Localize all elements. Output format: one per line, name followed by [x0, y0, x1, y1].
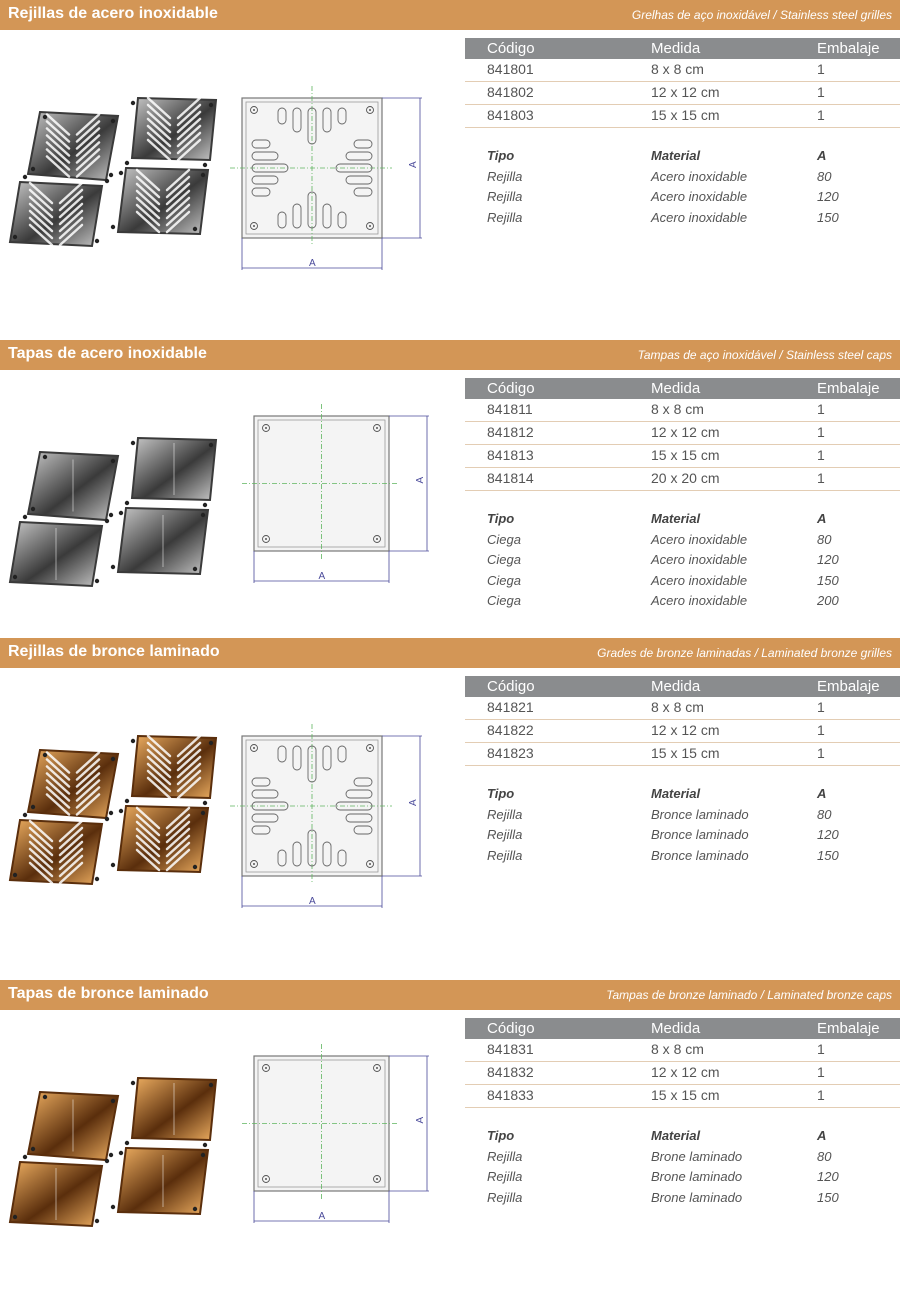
spec-row: [465, 552, 900, 573]
spec-cell: Acero inoxidable: [651, 209, 748, 225]
section-header-bar: [0, 638, 900, 668]
table-cell: 841832: [487, 1064, 534, 1080]
spec-cell: 80: [817, 531, 832, 547]
spec-column-header: Material: [651, 1128, 701, 1143]
product-section: [0, 638, 900, 958]
spec-cell: 200: [817, 593, 839, 608]
column-header: Embalaje: [817, 678, 880, 695]
spec-cell: Acero inoxidable: [651, 552, 748, 567]
product-photos: [0, 700, 230, 885]
spec-row: [465, 848, 900, 869]
dimension-label: A: [415, 1116, 426, 1124]
table-header: [465, 676, 900, 697]
table-cell: 841823: [487, 745, 534, 761]
spec-row: [465, 210, 900, 231]
dimension-label: A: [415, 476, 426, 484]
spec-cell: Rejilla: [487, 827, 523, 842]
grille-photo: [125, 736, 216, 805]
spec-cell: Acero inoxidable: [651, 572, 748, 588]
spec-cell: Bronce laminado: [651, 806, 749, 822]
spec-cell: 80: [817, 168, 832, 184]
column-header: Código: [487, 1020, 535, 1037]
grille-photo: [125, 98, 216, 167]
table-cell: 12 x 12 cm: [651, 722, 720, 738]
spec-cell: Ciega: [487, 552, 521, 567]
table-row: [465, 445, 900, 468]
spec-row: [465, 189, 900, 210]
spec-cell: Rejilla: [487, 1189, 523, 1205]
product-table: [465, 38, 900, 230]
section-subtitle: Grades de bronze laminadas / Laminated bronze grilles: [597, 646, 892, 660]
table-cell: 841813: [487, 447, 534, 463]
product-table: [465, 378, 900, 614]
table-cell: 8 x 8 cm: [651, 699, 704, 715]
column-header: Código: [487, 40, 535, 57]
grille-photo: [28, 112, 118, 180]
column-header: Embalaje: [817, 380, 880, 397]
table-cell: 841802: [487, 84, 534, 100]
spec-cell: 120: [817, 1169, 839, 1184]
column-header: Medida: [651, 1020, 701, 1037]
table-cell: 1: [817, 745, 825, 761]
table-cell: 1: [817, 424, 825, 440]
spec-cell: Acero inoxidable: [651, 189, 748, 204]
table-cell: 841833: [487, 1087, 534, 1103]
table-row: [465, 399, 900, 422]
spec-row: [465, 827, 900, 848]
table-cell: 1: [817, 107, 825, 123]
spec-cell: Brone laminado: [651, 1169, 743, 1184]
table-cell: 1: [817, 447, 825, 463]
section-header-bar: [0, 0, 900, 30]
spec-cell: 120: [817, 552, 839, 567]
table-cell: 15 x 15 cm: [651, 107, 720, 123]
spec-header: [465, 148, 900, 169]
spec-column-header: Material: [651, 511, 701, 526]
table-cell: 1: [817, 401, 825, 417]
spec-column-header: Material: [651, 148, 701, 163]
table-row: [465, 422, 900, 445]
section-header-bar: [0, 980, 900, 1010]
spec-cell: Ciega: [487, 531, 521, 547]
grille-photo: [28, 750, 118, 818]
table-cell: 8 x 8 cm: [651, 1041, 704, 1057]
dimension-label: A: [309, 258, 316, 269]
cap-photo: [125, 438, 216, 507]
table-cell: 1: [817, 722, 825, 738]
cap-photo: [10, 515, 109, 586]
cap-photo: [28, 452, 118, 520]
spec-cell: 150: [817, 572, 839, 588]
technical-drawing: [234, 1040, 434, 1235]
product-photos: [0, 1042, 230, 1227]
spec-column-header: A: [817, 1128, 827, 1143]
spec-cell: Bronce laminado: [651, 827, 749, 842]
column-header: Medida: [651, 380, 701, 397]
table-cell: 8 x 8 cm: [651, 401, 704, 417]
table-cell: 841822: [487, 722, 534, 738]
spec-row: [465, 169, 900, 190]
spec-cell: 150: [817, 209, 839, 225]
product-table: [465, 1018, 900, 1210]
spec-table: [465, 1128, 900, 1210]
cap-photo: [28, 1092, 118, 1160]
spec-cell: 150: [817, 1189, 839, 1205]
section-title: Rejillas de acero inoxidable: [8, 5, 218, 22]
grille-photo: [111, 168, 208, 234]
table-cell: 1: [817, 61, 825, 77]
spec-cell: Rejilla: [487, 847, 523, 863]
cap-photo: [10, 1155, 109, 1226]
column-header: Medida: [651, 678, 701, 695]
table-header: [465, 38, 900, 59]
table-cell: 841803: [487, 107, 534, 123]
spec-column-header: A: [817, 511, 827, 526]
product-section: [0, 340, 900, 660]
spec-cell: Rejilla: [487, 189, 523, 204]
spec-column-header: Tipo: [487, 148, 515, 163]
table-row: [465, 105, 900, 128]
section-header-bar: [0, 340, 900, 370]
dimension-label: A: [408, 799, 419, 806]
table-cell: 841814: [487, 470, 534, 486]
spec-row: [465, 1169, 900, 1190]
spec-cell: Rejilla: [487, 1148, 523, 1164]
spec-row: [465, 573, 900, 594]
section-subtitle: Grelhas de aço inoxidável / Stainless steel grilles: [631, 8, 892, 22]
table-row: [465, 697, 900, 720]
spec-row: [465, 532, 900, 553]
dimension-label: A: [318, 571, 326, 582]
section-subtitle: Tampas de aço inoxidável / Stainless steel caps: [637, 348, 892, 362]
dimension-label: A: [408, 161, 419, 168]
spec-cell: Acero inoxidable: [651, 531, 748, 547]
table-cell: 1: [817, 699, 825, 715]
table-cell: 1: [817, 470, 825, 486]
product-photos: [0, 402, 230, 587]
spec-cell: Rejilla: [487, 209, 523, 225]
spec-header: [465, 511, 900, 532]
table-cell: 1: [817, 84, 825, 100]
spec-cell: Rejilla: [487, 1169, 523, 1184]
table-cell: 841831: [487, 1041, 534, 1057]
technical-drawing: [234, 698, 434, 907]
table-row: [465, 1039, 900, 1062]
spec-column-header: A: [817, 786, 827, 801]
cap-photo: [125, 1078, 216, 1147]
column-header: Embalaje: [817, 1020, 880, 1037]
table-cell: 841812: [487, 424, 534, 440]
spec-column-header: Tipo: [487, 786, 515, 801]
spec-cell: 150: [817, 847, 839, 863]
spec-row: [465, 593, 900, 614]
table-cell: 20 x 20 cm: [651, 470, 720, 486]
table-row: [465, 720, 900, 743]
section-title: Tapas de bronce laminado: [8, 985, 209, 1002]
spec-cell: Bronce laminado: [651, 847, 749, 863]
table-cell: 15 x 15 cm: [651, 1087, 720, 1103]
spec-cell: 120: [817, 827, 839, 842]
table-cell: 12 x 12 cm: [651, 84, 720, 100]
spec-cell: Brone laminado: [651, 1189, 743, 1205]
spec-cell: Acero inoxidable: [651, 593, 748, 608]
table-row: [465, 1062, 900, 1085]
spec-column-header: Tipo: [487, 511, 515, 526]
section-title: Rejillas de bronce laminado: [8, 643, 220, 660]
spec-table: [465, 511, 900, 614]
spec-row: [465, 1149, 900, 1170]
grille-photo: [10, 813, 109, 884]
table-cell: 15 x 15 cm: [651, 447, 720, 463]
spec-cell: Rejilla: [487, 168, 523, 184]
column-header: Código: [487, 678, 535, 695]
product-section: [0, 980, 900, 1300]
table-cell: 12 x 12 cm: [651, 1064, 720, 1080]
spec-header: [465, 786, 900, 807]
dimension-label: A: [318, 1211, 326, 1222]
cap-photo: [111, 508, 208, 574]
column-header: Medida: [651, 40, 701, 57]
spec-cell: Rejilla: [487, 806, 523, 822]
cap-photo: [111, 1148, 208, 1214]
grille-photo: [10, 175, 109, 246]
section-subtitle: Tampas de bronze laminado / Laminated bronze caps: [606, 988, 892, 1002]
technical-drawing: [234, 60, 434, 269]
table-row: [465, 468, 900, 491]
section-title: Tapas de acero inoxidable: [8, 345, 207, 362]
dimension-label: A: [309, 896, 316, 907]
spec-cell: Ciega: [487, 593, 521, 608]
product-section: [0, 0, 900, 320]
spec-cell: Acero inoxidable: [651, 168, 748, 184]
spec-cell: Brone laminado: [651, 1148, 743, 1164]
column-header: Embalaje: [817, 40, 880, 57]
table-cell: 841801: [487, 61, 534, 77]
spec-column-header: A: [817, 148, 827, 163]
table-header: [465, 1018, 900, 1039]
spec-table: [465, 148, 900, 230]
spec-column-header: Tipo: [487, 1128, 515, 1143]
spec-cell: Ciega: [487, 572, 521, 588]
spec-cell: 80: [817, 1148, 832, 1164]
table-cell: 15 x 15 cm: [651, 745, 720, 761]
table-header: [465, 378, 900, 399]
table-cell: 1: [817, 1087, 825, 1103]
spec-row: [465, 807, 900, 828]
column-header: Código: [487, 380, 535, 397]
table-cell: 1: [817, 1064, 825, 1080]
table-row: [465, 1085, 900, 1108]
spec-header: [465, 1128, 900, 1149]
spec-column-header: Material: [651, 786, 701, 801]
table-row: [465, 82, 900, 105]
spec-cell: 120: [817, 189, 839, 204]
technical-drawing: [234, 400, 434, 595]
table-row: [465, 743, 900, 766]
table-cell: 1: [817, 1041, 825, 1057]
table-cell: 12 x 12 cm: [651, 424, 720, 440]
product-photos: [0, 62, 230, 247]
spec-table: [465, 786, 900, 868]
table-cell: 841821: [487, 699, 534, 715]
product-table: [465, 676, 900, 868]
grille-photo: [111, 806, 208, 872]
table-cell: 841811: [487, 401, 533, 417]
table-cell: 8 x 8 cm: [651, 61, 704, 77]
spec-cell: 80: [817, 806, 832, 822]
spec-row: [465, 1190, 900, 1211]
table-row: [465, 59, 900, 82]
